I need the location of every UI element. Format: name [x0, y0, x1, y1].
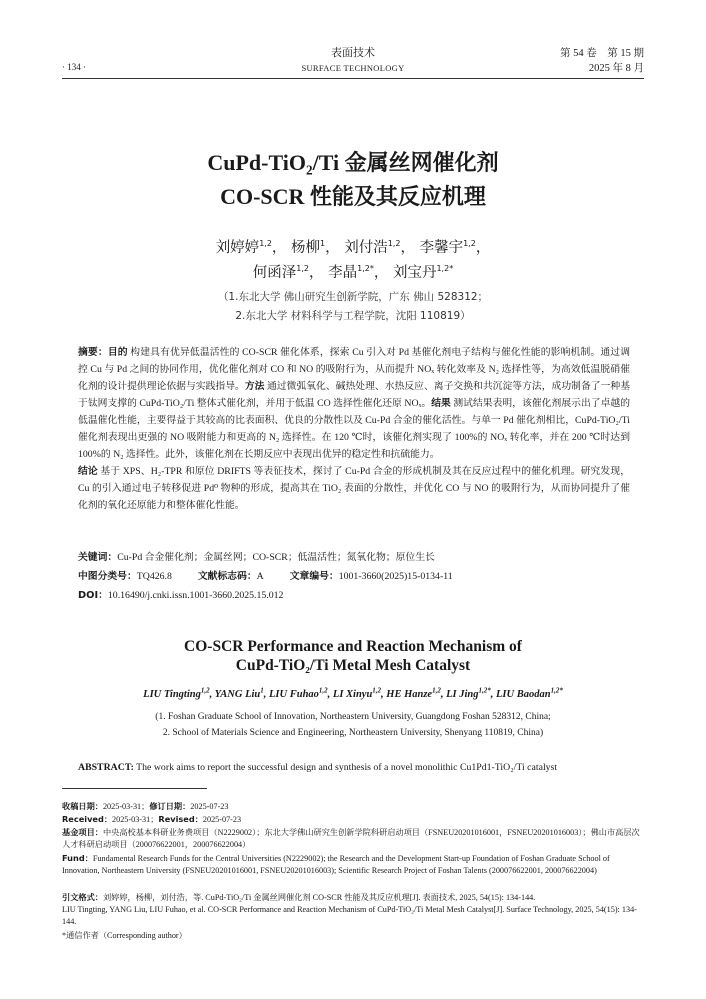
- author-cn: 李馨宇$^{1,2}$，: [419, 239, 491, 256]
- header-divider: [62, 78, 644, 79]
- author-en: YANG Liu$^1$,: [214, 686, 270, 700]
- classification-line: 中图分类号：TQ426.8 文献标志码：A 文章编号：1001-3660(2025)15-0134-11: [78, 571, 453, 582]
- title-en-line2: CuPd-TiO₂/Ti Metal Mesh Catalyst: [235, 657, 471, 674]
- author-en: LIU Fuhao$^{1,2}$,: [269, 686, 333, 700]
- authors-cn-line1: [0, 232, 706, 260]
- author-cn: 刘宝丹$^{1,2*}$: [392, 264, 454, 281]
- journal-name-cn: 表面技术: [331, 47, 375, 59]
- author-en: LI Xinyu$^{1,2}$,: [332, 686, 387, 700]
- result-text: 测试结果表明，该催化剂展示出了卓越的低温催化性能，主要得益于其较高的比表面积、优良的分散性以及 Cu-Pd 合金的催化活性。与单一 Pd 催化剂相比，CuPd-TiO₂/Ti 催化剂表现出更强的 NO 吸附能力和更高的 N₂ 选择性。在 120 ℃时，该催化剂实现了 100%的 NOₓ 转化率，并在 200 ℃时达到 100%的 N₂ 选择性。此外，该催化剂在长期反应中表现出优异的稳定性和抗硫能力。: [78, 398, 631, 460]
- affiliation-en-2: 2. School of Materials Science and Engineering, Northeastern University, Shenyang 110819, China): [162, 728, 544, 738]
- keywords-value: Cu-Pd 合金催化剂；金属丝网；CO-SCR；低温活性；氮氧化物；原位生长: [117, 552, 435, 563]
- issue-info: [560, 46, 644, 76]
- affiliation-en-1: (1. Foshan Graduate School of Innovation, Northeastern University, Guangdong Foshan 528312, China;: [155, 712, 551, 722]
- title-en-line1: CO-SCR Performance and Reaction Mechanism of: [184, 638, 522, 655]
- author-en: LI Jing$^{1,2*}$,: [446, 686, 496, 700]
- footnote-received-en: Received：2025-03-31；Revised：2025-07-23: [62, 814, 242, 824]
- author-en: LIU Tingting$^{1,2}$,: [143, 686, 215, 700]
- abstract-cn: [78, 344, 630, 514]
- author-cn: 杨柳$^1$，: [291, 239, 340, 256]
- footnote-received-cn: 收稿日期：2025-03-31；修订日期：2025-07-23: [62, 801, 229, 811]
- footnote-citation-cn: 引文格式：刘婷婷，杨柳，刘付浩，等. CuPd-TiO₂/Ti 金属丝网催化剂 CO-SCR 性能及其反应机理[J]. 表面技术, 2025, 54(15): 134-144.: [62, 892, 536, 902]
- journal-name-en: SURFACE TECHNOLOGY: [301, 63, 405, 73]
- footnote-fund-cn: 基金项目：中央高校基本科研业务费项目（N2229002）；东北大学佛山研究生创新学院科研启动项目（FSNEU20201016001，FSNEU20201016003）；佛山市高层次人才科研启动项目（200076622001，200076622004）: [62, 827, 640, 849]
- keywords-cn: [78, 549, 638, 566]
- authors-en: [0, 682, 706, 703]
- doi-line: DOI：10.16490/j.cnki.issn.1001-3660.2025.15.012: [78, 590, 284, 601]
- abstract-en: [78, 760, 638, 776]
- author-cn: 刘婷婷$^{1,2}$，: [215, 239, 287, 256]
- conclusion-text: 基于 XPS、H₂-TPR 和原位 DRIFTS 等表征技术，探讨了 Cu-Pd 合金的形成机制及其在反应过程中的催化机理。研究发现，Cu 的引入通过电子转移促进 Pd⁰ 物种的形成，提高其在 TiO₂ 表面的分散性，并优化 CO 与 NO 的吸附行为，从而协同提升了催化剂的氧化还原能力和整体催化性能。: [78, 466, 631, 511]
- method-text: 通过微弧氧化、碱热处理、水热反应、离子交换和共沉淀等方法，成功制备了一种基于钛网支撑的 CuPd-TiO₂/Ti 整体式催化剂，并用于低温 CO 选择性催化还原 NOₓ。: [78, 381, 631, 409]
- issue-date: 2025 年 8 月: [588, 63, 644, 74]
- keywords-label: 关键词：: [78, 552, 118, 563]
- footnote-corresponding: *通信作者（Corresponding author）: [62, 931, 187, 940]
- author-cn: 刘付浩$^{1,2}$，: [344, 239, 415, 256]
- conclusion-label: 结论: [78, 466, 98, 477]
- article-number: 1001-3660(2025)15-0134-11: [338, 571, 453, 582]
- abstract-label: 摘要：: [78, 347, 108, 358]
- abstract-en-text: The work aims to report the successful design and synthesis of a novel monolithic Cu1Pd1-TiO₂/Ti catalyst: [136, 762, 558, 773]
- author-en: LIU Baodan$^{1,2*}$: [496, 686, 563, 700]
- author-cn: 何函泽$^{1,2}$，: [252, 264, 324, 281]
- purpose-label: 目的: [107, 347, 128, 358]
- affiliation-cn-2: 2.东北大学 材料科学与工程学院，沈阳 110819）: [235, 310, 471, 322]
- footnote-fund-en: Fund：Fundamental Research Funds for the Central Universities (N2229002); the Research and the Development Start-up Foundation of Foshan Graduate School of Innovation, Northeastern University (FSNEU20201016001, FSNEU20201016003); Scientific Research Project of Foshan Talents (200076622001, 200076622004): [62, 853, 610, 875]
- volume-issue: 第 54 卷 第 15 期: [560, 48, 644, 59]
- title-cn-line2: CO-SCR 性能及其反应机理: [220, 184, 486, 209]
- page-number: · 134 ·: [62, 62, 86, 72]
- result-label: 结果: [431, 398, 451, 409]
- abstract-en-label: ABSTRACT:: [78, 762, 134, 773]
- affiliation-cn-1: （1.东北大学 佛山研究生创新学院，广东 佛山 528312；: [217, 291, 489, 303]
- author-en: HE Hanze$^{1,2}$,: [386, 686, 447, 700]
- purpose-text: 构建具有优异低温活性的 CO-SCR 催化体系，探索 Cu 引入对 Pd 基催化剂电子结构与催化性能的影响机制。通过调控 Cu 与 Pd 之间的协同作用，优化催化剂对 CO 和 NO 的吸附行为，从而提升 NOₓ 转化效率及 N₂ 选择性等，为高效低温脱硝催化剂的设计提供理论依据与实践指导。: [78, 347, 631, 392]
- method-label: 方法: [244, 381, 265, 392]
- doi-link[interactable]: 10.16490/j.cnki.issn.1001-3660.2025.15.012: [107, 590, 284, 601]
- authors-cn-line2: [0, 257, 706, 285]
- author-cn: 李晶$^{1,2*}$，: [328, 264, 389, 281]
- document-code: A: [256, 571, 264, 582]
- footnote-citation-en: LIU Tingting, YANG Liu, LIU Fuhao, et al. CO-SCR Performance and Reaction Mechanism of CuPd-TiO₂/Ti Metal Mesh Catalyst[J]. Surface Technology, 2025, 54(15): 134-144.: [62, 905, 637, 926]
- clc-number: TQ426.8: [136, 571, 172, 582]
- title-cn-line1: CuPd-TiO₂/Ti 金属丝网催化剂: [207, 150, 499, 175]
- footnote-divider: [62, 788, 207, 789]
